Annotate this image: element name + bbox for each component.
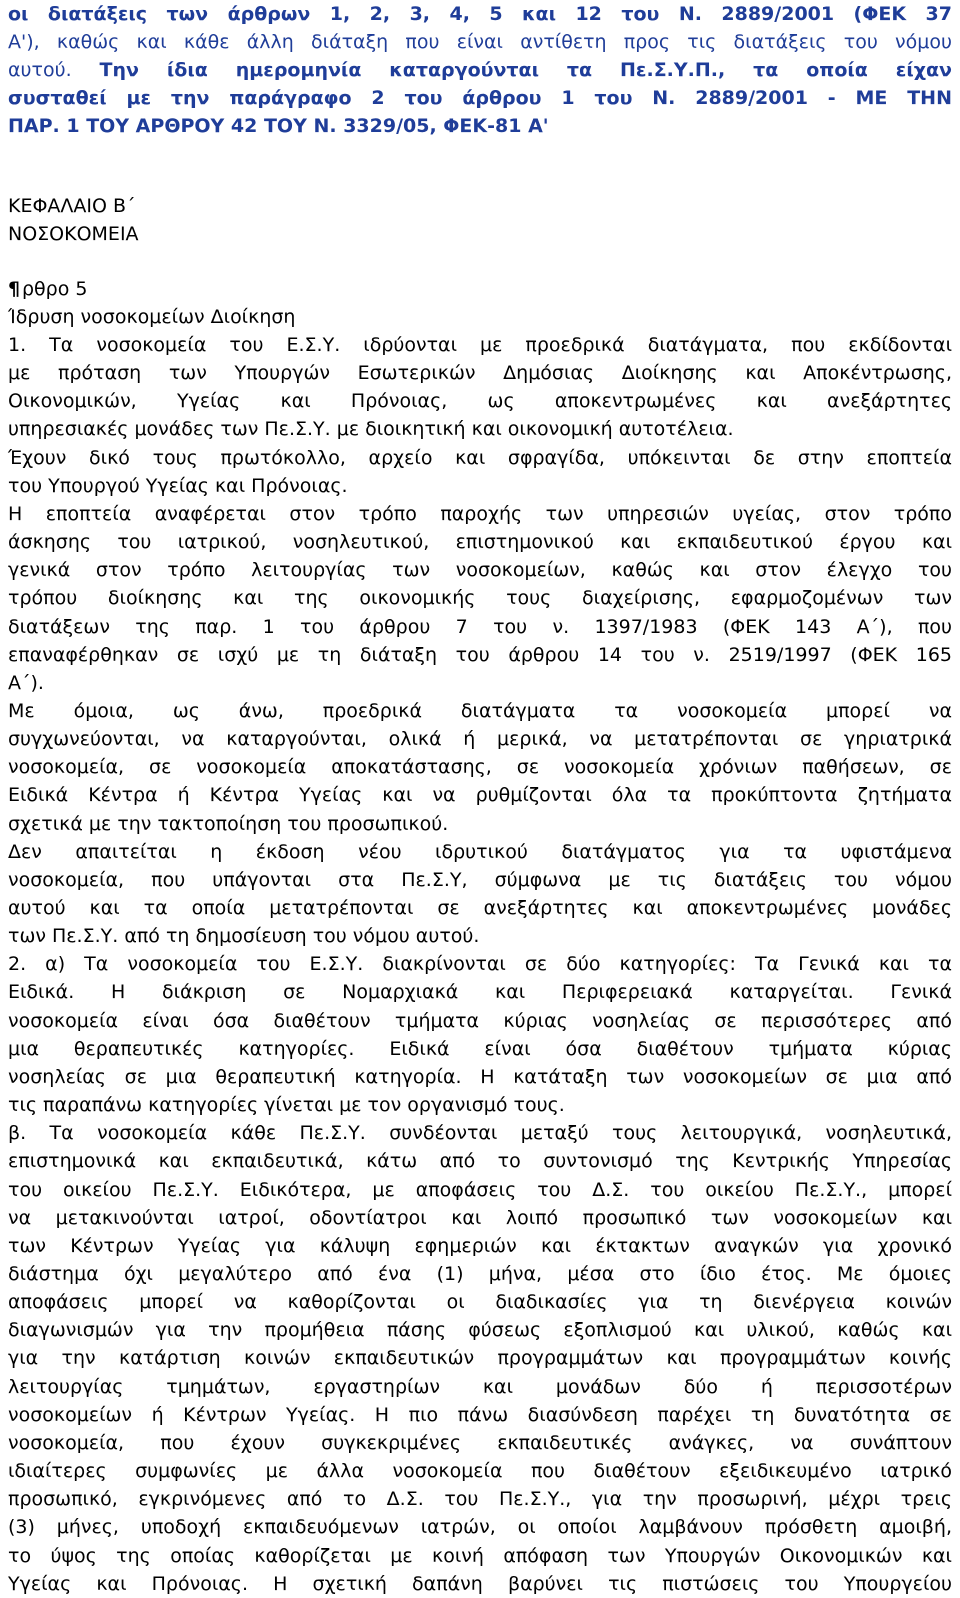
intro-line-2 bbox=[8, 28, 952, 56]
body-line: σχετικά με την τακτοποίηση του προσωπικού. bbox=[8, 812, 449, 835]
body-line: του οικείου Πε.Σ.Υ. Ειδικότερα, με αποφάσεις του Δ.Σ. του οικείου Πε.Σ.Υ., μπορεί bbox=[8, 1178, 952, 1201]
body-line: Ειδικά. Η διάκριση σε Νομαρχιακά και Περιφερειακά καταργείται. Γενικά bbox=[8, 981, 952, 1004]
body-line: νοσοκομεία είναι όσα διαθέτουν τμήματα κύριας νοσηλείας σε περισσότερες από bbox=[8, 1009, 952, 1032]
intro-line-5: ΠΑΡ. 1 ΤΟΥ ΑΡΘΡΟΥ 42 ΤΟΥ Ν. 3329/05, ΦΕΚ-81 Α' bbox=[8, 115, 549, 137]
body-line: για την κατάρτιση κοινών εκπαιδευτικών προγραμμάτων και προγραμμάτων κοινής bbox=[8, 1347, 952, 1370]
body-line: νοσοκομείων ή Κέντρων Υγείας. Η πιο πάνω διασύνδεση παρέχει τη δυνατότητα σε bbox=[8, 1403, 952, 1426]
intro-line-3-black: αυτού. bbox=[8, 59, 72, 81]
body-line: 1. Τα νοσοκομεία του Ε.Σ.Υ. ιδρύονται με προεδρικά διατάγματα, που εκδίδονται bbox=[8, 334, 952, 356]
body-line: νοσοκομεία, που υπάγονται στα Πε.Σ.Υ, σύμφωνα με τις διατάξεις του νόμου bbox=[8, 868, 952, 891]
body-line: (3) μήνες, υποδοχή εκπαιδευόμενων ιατρών, οι οποίοι λαμβάνουν πρόσθετη αμοιβή, bbox=[8, 1516, 952, 1539]
intro-line-3-blue: Την ίδια ημερομηνία καταργούνται τα Πε.Σ.Υ.Π., τα οποία είχαν bbox=[71, 59, 952, 81]
article-title: Ίδρυση νοσοκομείων Διοίκηση bbox=[8, 306, 296, 328]
body-line: Δεν απαιτείται η έκδοση νέου ιδρυτικού διατάγματος για τα υφιστάμενα bbox=[8, 840, 952, 863]
intro-line-4: συσταθεί με την παράγραφο 2 του άρθρου 1 του Ν. 2889/2001 - ΜΕ ΤΗΝ bbox=[8, 87, 952, 109]
body-line: τρόπου διοίκησης και της οικονομικής τους διαχείρισης, εφαρμοζομένων των bbox=[8, 587, 952, 610]
pilcrow-icon: ¶ bbox=[8, 278, 21, 300]
article-number: ρθρο 5 bbox=[22, 278, 88, 300]
body-line: αποφάσεις μπορεί να καθορίζονται οι διαδικασίες για τη διενέργεια κοινών bbox=[8, 1291, 952, 1314]
body-line: άσκησης του ιατρικού, νοσηλευτικού, επιστημονικού και εκπαιδευτικού έργου και bbox=[8, 531, 952, 553]
body-line: νοσοκομεία, που έχουν συγκεκριμένες εκπαιδευτικές ανάγκες, να συνάπτουν bbox=[8, 1431, 952, 1454]
body-line: λειτουργίας τμημάτων, εργαστηρίων και μονάδων δύο ή περισσοτέρων bbox=[8, 1375, 952, 1398]
body-line: νοσηλείας σε μια θεραπευτική κατηγορία. Η κατάταξη των νοσοκομείων σε μια από bbox=[8, 1065, 952, 1088]
body-line: υπηρεσιακές μονάδες των Πε.Σ.Υ. με διοικητική και οικονομική αυτοτέλεια. bbox=[8, 418, 734, 441]
body-line: Α΄). bbox=[8, 671, 44, 694]
intro-line-2-black: Α'), καθώς και κάθε άλλη διάταξη που είναι αντίθετη προς τις διατάξεις του νόμου bbox=[8, 31, 952, 53]
body-line: ιδιαίτερες συμφωνίες με άλλα νοσοκομεία που διαθέτουν εξειδικευμένο ιατρικό bbox=[8, 1460, 952, 1482]
body-line: β. Τα νοσοκομεία κάθε Πε.Σ.Υ. συνδέονται μεταξύ τους λειτουργικά, νοσηλευτικά, bbox=[8, 1122, 952, 1145]
body-line: 2. α) Τα νοσοκομεία του Ε.Σ.Υ. διακρίνονται σε δύο κατηγορίες: Τα Γενικά και τα bbox=[8, 953, 952, 976]
body-line: διάστημα όχι μεγαλύτερο από ένα (1) μήνα, μέσα στο ίδιο έτος. Με όμοιες bbox=[8, 1262, 952, 1285]
body-line: συγχωνεύονται, να καταργούνται, ολικά ή μερικά, να μετατρέπονται σε γηριατρικά bbox=[8, 728, 952, 751]
body-line: νοσοκομεία, σε νοσοκομεία αποκατάστασης, σε νοσοκομεία χρόνιων παθήσεων, σε bbox=[8, 756, 952, 779]
body-line: προσωπικό, εγκρινόμενες από το Δ.Σ. του Πε.Σ.Υ., για την προσωρινή, μέχρι τρεις bbox=[8, 1488, 952, 1511]
body-line: των Κέντρων Υγείας για κάλυψη εφημεριών και έκτακτων αναγκών για χρονικό bbox=[8, 1234, 952, 1257]
body-line: διατάξεων της παρ. 1 του άρθρου 7 του ν. 1397/1983 (ΦΕΚ 143 Α΄), που bbox=[8, 615, 952, 638]
body-line: να μετακινούνται ιατροί, οδοντίατροι και λοιπό προσωπικό των νοσοκομείων και bbox=[8, 1206, 952, 1229]
body-line: Η εποπτεία αναφέρεται στον τρόπο παροχής των υπηρεσιών υγείας, στον τρόπο bbox=[8, 502, 952, 525]
body-line: Ειδικά Κέντρα ή Κέντρα Υγείας και να ρυθμίζονται όλα τα προκύπτοντα ζητήματα bbox=[8, 784, 952, 807]
body-line: διαγωνισμών για την προμήθεια πάσης φύσεως εξοπλισμού και υλικού, καθώς και bbox=[8, 1319, 952, 1342]
body-line: Υγείας και Πρόνοιας. Η σχετική δαπάνη βαρύνει τις πιστώσεις του Υπουργείου bbox=[8, 1572, 952, 1595]
body-line: των Πε.Σ.Υ. από τη δημοσίευση του νόμου αυτού. bbox=[8, 925, 480, 948]
body-line: Έχουν δικό τους πρωτόκολλο, αρχείο και σφραγίδα, υπόκεινται δε στην εποπτεία bbox=[8, 446, 952, 469]
article-heading bbox=[8, 275, 88, 303]
chapter-title: ΝΟΣΟΚΟΜΕΙΑ bbox=[8, 223, 139, 245]
body-line: μια θεραπευτικές κατηγορίες. Ειδικά είναι όσα διαθέτουν τμήματα κύριας bbox=[8, 1037, 952, 1060]
body-line: του Υπουργού Υγείας και Πρόνοιας. bbox=[8, 474, 348, 497]
intro-line-3 bbox=[8, 56, 952, 84]
body-line: Με όμοια, ως άνω, προεδρικά διατάγματα τα νοσοκομεία μπορεί να bbox=[8, 700, 952, 722]
body-line: επαναφέρθηκαν σε ισχύ με τη διάταξη του άρθρου 14 του ν. 2519/1997 (ΦΕΚ 165 bbox=[8, 643, 952, 666]
body-line: αυτού και τα οποία μετατρέπονται σε ανεξάρτητες και αποκεντρωμένες μονάδες bbox=[8, 897, 952, 919]
intro-line-1: οι διατάξεις των άρθρων 1, 2, 3, 4, 5 και 12 του Ν. 2889/2001 (ΦΕΚ 37 bbox=[8, 3, 952, 25]
body-line: γενικά στον τρόπο λειτουργίας των νοσοκομείων, καθώς και στον έλεγχο του bbox=[8, 559, 952, 582]
body-line: τις παραπάνω κατηγορίες γίνεται με τον οργανισμό τους. bbox=[8, 1094, 565, 1116]
body-line: επιστημονικά και εκπαιδευτικά, κάτω από το συντονισμό της Κεντρικής Υπηρεσίας bbox=[8, 1150, 952, 1173]
chapter-number: ΚΕΦΑΛΑΙΟ Β΄ bbox=[8, 195, 136, 217]
body-line: Οικονομικών, Υγείας και Πρόνοιας, ως αποκεντρωμένες και ανεξάρτητες bbox=[8, 390, 952, 413]
body-line: με πρόταση των Υπουργών Εσωτερικών Δημόσιας Διοίκησης και Αποκέντρωσης, bbox=[8, 362, 952, 385]
body-line: το ύψος της οποίας καθορίζεται με κοινή απόφαση των Υπουργών Οικονομικών και bbox=[8, 1544, 952, 1567]
